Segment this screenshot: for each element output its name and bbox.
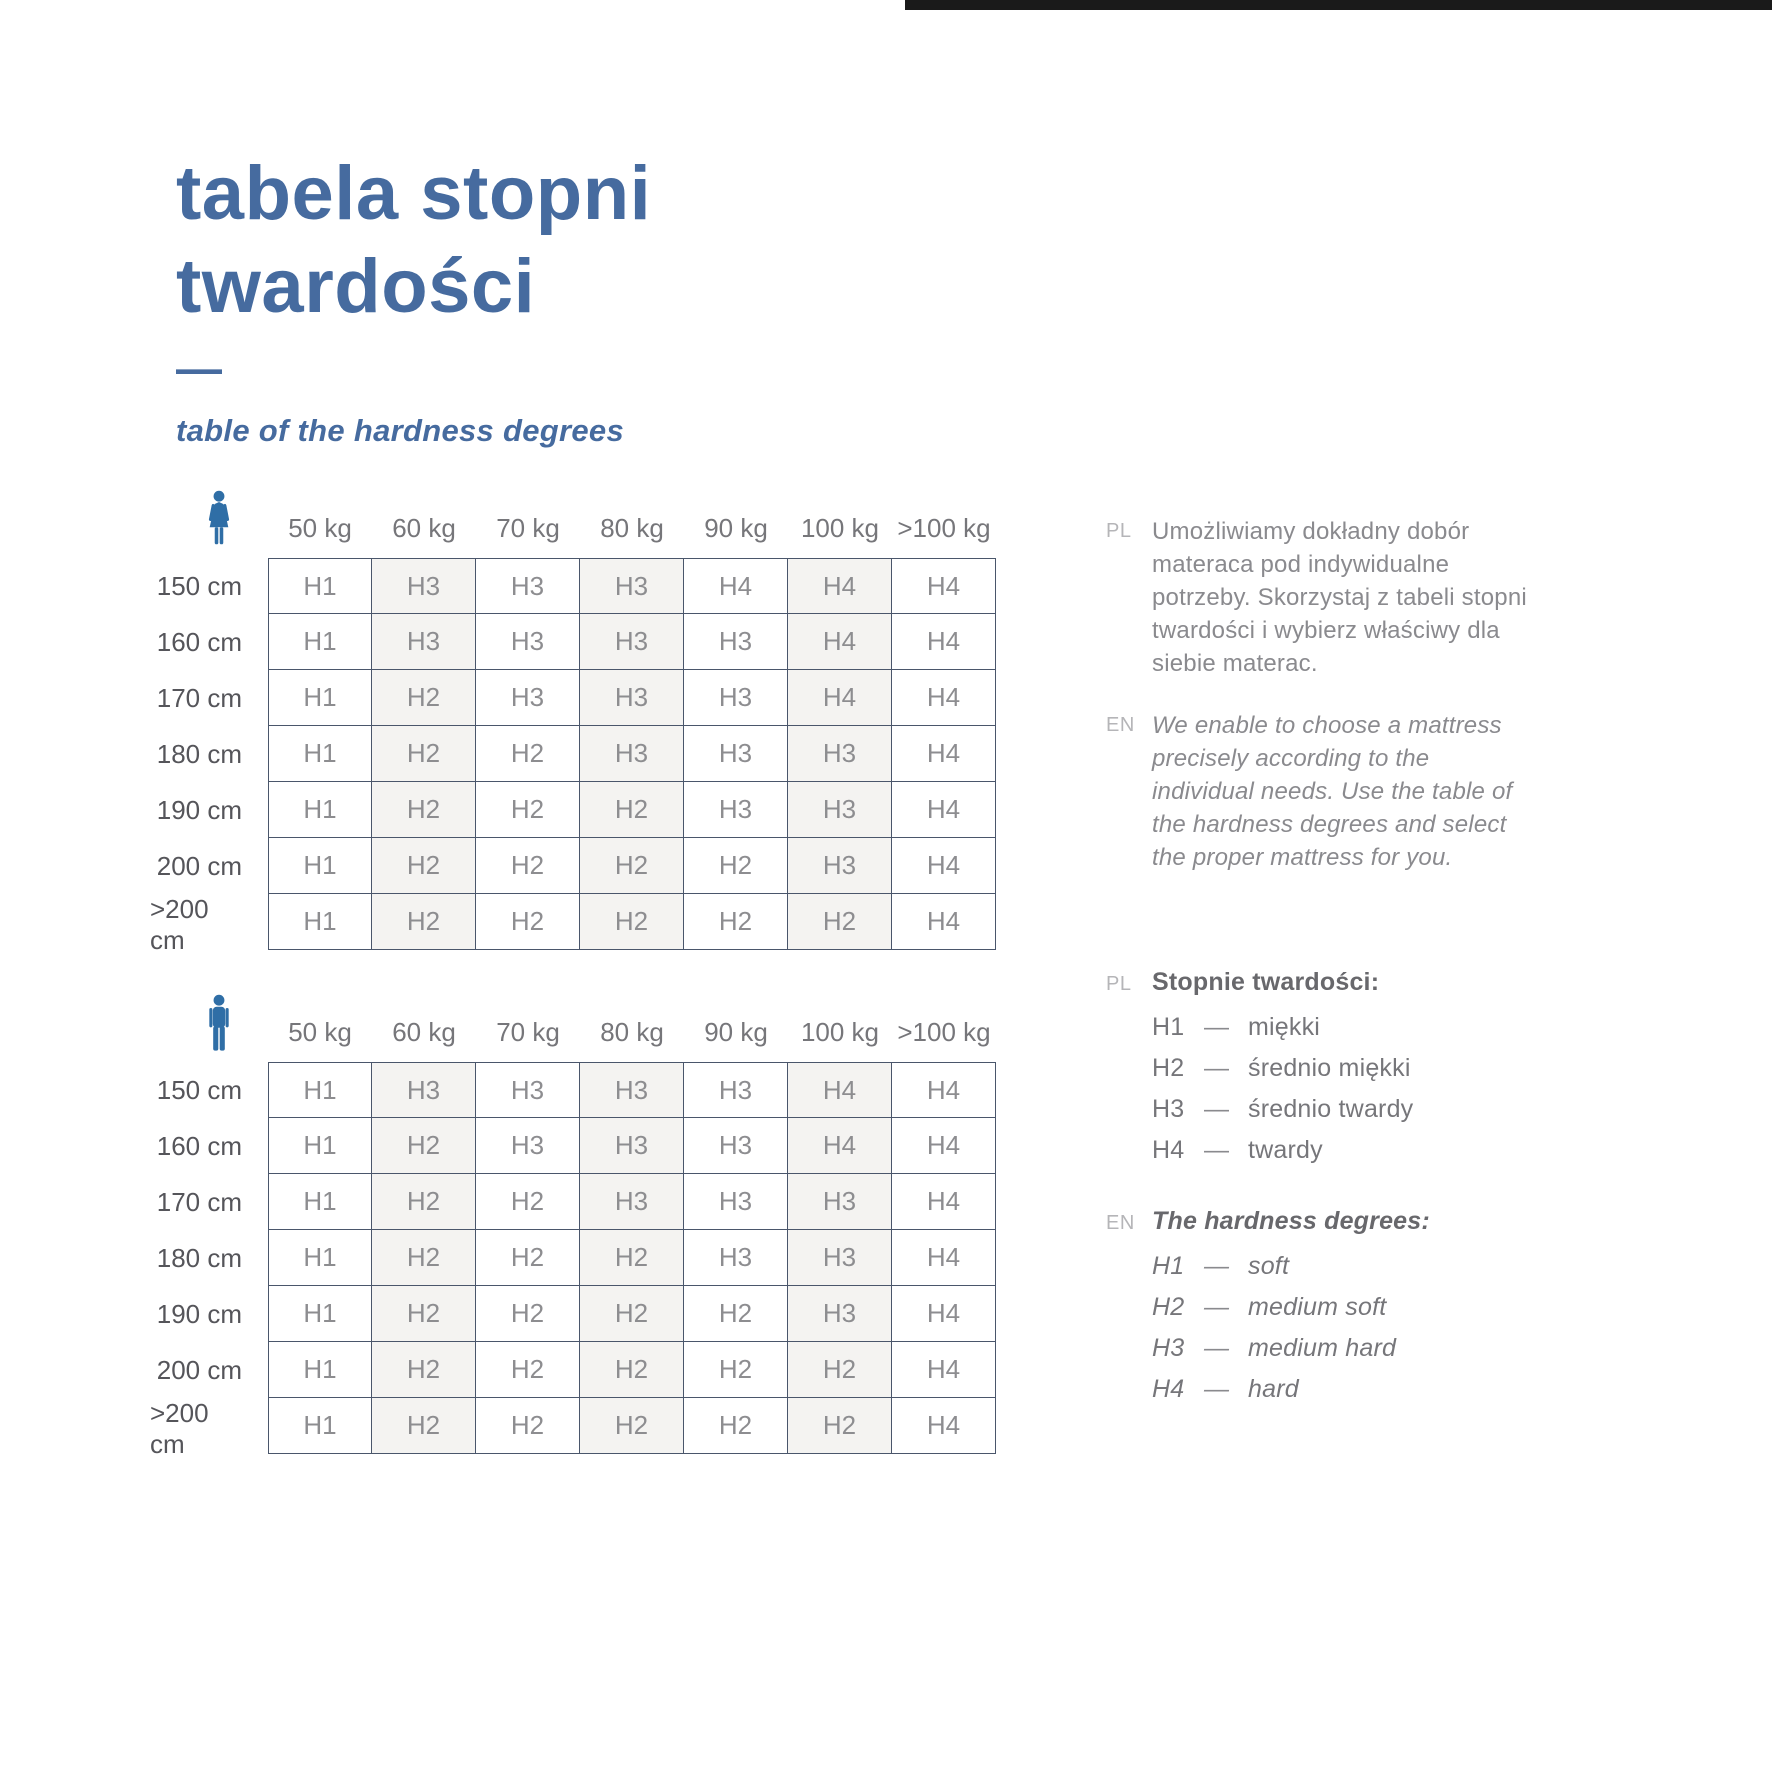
hardness-cell: H4 bbox=[892, 1062, 996, 1118]
weight-header: 70 kg bbox=[496, 513, 560, 543]
weight-header: 70 kg bbox=[496, 1017, 560, 1047]
height-label: >200 cm bbox=[150, 894, 209, 955]
weight-header: 100 kg bbox=[800, 1017, 880, 1047]
legend-item-dash: — bbox=[1204, 1334, 1230, 1363]
hardness-cell: H3 bbox=[684, 614, 788, 670]
hardness-cell: H2 bbox=[788, 1398, 892, 1454]
hardness-cell: H4 bbox=[788, 1062, 892, 1118]
legend-item-desc: miękki bbox=[1248, 1013, 1321, 1042]
hardness-cell: H4 bbox=[892, 1174, 996, 1230]
title-divider: — bbox=[176, 342, 222, 395]
weight-header: 80 kg bbox=[600, 1017, 664, 1047]
table-row bbox=[150, 838, 996, 894]
legend-item-dash: — bbox=[1204, 1013, 1230, 1042]
legend-item-dash: — bbox=[1204, 1252, 1230, 1281]
weight-header: 60 kg bbox=[392, 513, 456, 543]
page-title-line2: twardości bbox=[176, 243, 536, 329]
page-subtitle: table of the hardness degrees bbox=[176, 413, 624, 449]
hardness-cell: H3 bbox=[684, 1118, 788, 1174]
hardness-cell: H3 bbox=[684, 1062, 788, 1118]
legend-item-dash: — bbox=[1204, 1375, 1230, 1404]
weight-header: 90 kg bbox=[704, 1017, 768, 1047]
hardness-cell: H4 bbox=[892, 558, 996, 614]
hardness-cell: H3 bbox=[580, 558, 684, 614]
legend-item-code: H1 bbox=[1152, 1013, 1185, 1042]
hardness-cell: H2 bbox=[372, 1398, 476, 1454]
hardness-cell: H3 bbox=[788, 726, 892, 782]
table-row bbox=[150, 1118, 996, 1174]
hardness-cell: H2 bbox=[476, 1174, 580, 1230]
weight-header: 50 kg bbox=[288, 1017, 352, 1047]
weight-header: 80 kg bbox=[600, 513, 664, 543]
legend-pl-items bbox=[1152, 1013, 1413, 1165]
hardness-cell: H2 bbox=[580, 1398, 684, 1454]
hardness-cell: H1 bbox=[268, 1230, 372, 1286]
legend-item-code: H3 bbox=[1152, 1095, 1185, 1124]
hardness-cell: H4 bbox=[892, 1118, 996, 1174]
side-column bbox=[1106, 515, 1546, 1416]
hardness-cell: H4 bbox=[892, 614, 996, 670]
hardness-cell: H2 bbox=[372, 1174, 476, 1230]
legend-item bbox=[1152, 1252, 1430, 1281]
hardness-cell: H1 bbox=[268, 838, 372, 894]
table-row bbox=[150, 670, 996, 726]
legend-item-desc: hard bbox=[1248, 1375, 1299, 1404]
intro-text-en: We enable to choose a mattress precisely according to the individual needs. Use the table of the hardness degrees and select the proper mattress for you. bbox=[1152, 711, 1513, 871]
hardness-cell: H3 bbox=[684, 1174, 788, 1230]
legend-item bbox=[1152, 1013, 1413, 1042]
hardness-cell: H2 bbox=[580, 1342, 684, 1398]
hardness-table-women bbox=[150, 506, 996, 956]
legend-item-code: H4 bbox=[1152, 1136, 1185, 1165]
hardness-cell: H2 bbox=[372, 726, 476, 782]
hardness-cell: H3 bbox=[476, 670, 580, 726]
hardness-cell: H4 bbox=[788, 1118, 892, 1174]
height-label: 200 cm bbox=[156, 1354, 242, 1385]
table-row bbox=[150, 1062, 996, 1118]
legend-item bbox=[1152, 1054, 1413, 1083]
weight-header: 60 kg bbox=[392, 1017, 456, 1047]
hardness-cell: H2 bbox=[476, 782, 580, 838]
hardness-cell: H4 bbox=[788, 614, 892, 670]
hardness-cell: H3 bbox=[372, 1062, 476, 1118]
hardness-cell: H3 bbox=[476, 1118, 580, 1174]
table-row bbox=[150, 1342, 996, 1398]
legend-pl-heading: Stopnie twardości: bbox=[1152, 968, 1380, 997]
hardness-cell: H2 bbox=[580, 782, 684, 838]
hardness-cell: H1 bbox=[268, 782, 372, 838]
weight-header: >100 kg bbox=[897, 1017, 991, 1047]
legend-item bbox=[1152, 1095, 1413, 1124]
intro-text-pl: Umożliwiamy dokładny dobór materaca pod indywidualne potrzeby. Skorzystaj z tabeli stopni twardości i wybierz właściwy dla siebie materac. bbox=[1152, 518, 1527, 678]
hardness-cell: H1 bbox=[268, 1174, 372, 1230]
legend-item-desc: średnio miękki bbox=[1248, 1054, 1411, 1083]
height-label: 150 cm bbox=[156, 570, 242, 601]
legend-en-body bbox=[1152, 1207, 1430, 1416]
legend-en bbox=[1106, 1207, 1546, 1416]
weight-header: 50 kg bbox=[288, 513, 352, 543]
hardness-cell: H2 bbox=[372, 1342, 476, 1398]
hardness-cell: H3 bbox=[580, 614, 684, 670]
hardness-cell: H2 bbox=[788, 894, 892, 950]
hardness-cell: H2 bbox=[476, 1398, 580, 1454]
height-label: 180 cm bbox=[156, 738, 242, 769]
hardness-cell: H4 bbox=[892, 1286, 996, 1342]
hardness-cell: H1 bbox=[268, 894, 372, 950]
hardness-cell: H2 bbox=[476, 1230, 580, 1286]
hardness-cell: H2 bbox=[372, 894, 476, 950]
hardness-cell: H1 bbox=[268, 1342, 372, 1398]
legend-item-dash: — bbox=[1204, 1136, 1230, 1165]
weight-header: 100 kg bbox=[800, 513, 880, 543]
hardness-cell: H2 bbox=[788, 1342, 892, 1398]
intro-paragraph-en bbox=[1106, 709, 1546, 875]
hardness-cell: H3 bbox=[580, 726, 684, 782]
legend-pl-body bbox=[1152, 968, 1413, 1177]
hardness-cell: H2 bbox=[580, 894, 684, 950]
hardness-cell: H3 bbox=[788, 1230, 892, 1286]
weight-header: >100 kg bbox=[897, 513, 991, 543]
table-row bbox=[150, 1286, 996, 1342]
hardness-cell: H3 bbox=[684, 782, 788, 838]
hardness-cell: H4 bbox=[892, 894, 996, 950]
legend-pl bbox=[1106, 968, 1546, 1177]
hardness-cell: H4 bbox=[788, 558, 892, 614]
hardness-cell: H4 bbox=[892, 782, 996, 838]
table-row bbox=[150, 1398, 996, 1460]
lang-label-pl: PL bbox=[1106, 520, 1132, 542]
page-title-line1: tabela stopni bbox=[176, 151, 652, 236]
legend-item-dash: — bbox=[1204, 1293, 1230, 1322]
hardness-cell: H2 bbox=[476, 1286, 580, 1342]
legend-item-dash: — bbox=[1204, 1054, 1230, 1083]
hardness-cell: H4 bbox=[892, 838, 996, 894]
hardness-cell: H3 bbox=[788, 1286, 892, 1342]
hardness-cell: H1 bbox=[268, 1118, 372, 1174]
table-row bbox=[150, 726, 996, 782]
hardness-cell: H1 bbox=[268, 1286, 372, 1342]
hardness-cell: H1 bbox=[268, 1398, 372, 1454]
legend-item bbox=[1152, 1375, 1430, 1404]
hardness-cell: H2 bbox=[684, 1398, 788, 1454]
hardness-cell: H2 bbox=[684, 1286, 788, 1342]
height-label: 170 cm bbox=[156, 1186, 242, 1217]
table-row bbox=[150, 1174, 996, 1230]
hardness-cell: H3 bbox=[580, 1062, 684, 1118]
table-row bbox=[150, 614, 996, 670]
legend-en-items bbox=[1152, 1252, 1430, 1404]
hardness-cell: H3 bbox=[580, 1174, 684, 1230]
legend-en-heading: The hardness degrees: bbox=[1152, 1207, 1430, 1236]
hardness-cell: H3 bbox=[684, 726, 788, 782]
hardness-cell: H3 bbox=[684, 670, 788, 726]
hardness-cell: H3 bbox=[476, 558, 580, 614]
hardness-cell: H4 bbox=[892, 726, 996, 782]
hardness-cell: H2 bbox=[580, 838, 684, 894]
hardness-cell: H2 bbox=[476, 726, 580, 782]
hardness-cell: H2 bbox=[476, 838, 580, 894]
hardness-cell: H4 bbox=[892, 670, 996, 726]
legend-item-desc: medium hard bbox=[1248, 1334, 1397, 1363]
page-header bbox=[176, 148, 976, 449]
hardness-cell: H2 bbox=[372, 1286, 476, 1342]
table-row bbox=[150, 558, 996, 614]
hardness-cell: H2 bbox=[372, 670, 476, 726]
legend-item-desc: średnio twardy bbox=[1248, 1095, 1414, 1124]
height-label: 160 cm bbox=[156, 626, 242, 657]
legend-item-code: H2 bbox=[1152, 1293, 1185, 1322]
height-label: >200 cm bbox=[150, 1398, 209, 1459]
hardness-cell: H3 bbox=[580, 670, 684, 726]
hardness-cell: H2 bbox=[372, 1118, 476, 1174]
intro-paragraph-pl bbox=[1106, 515, 1546, 681]
hardness-cell: H4 bbox=[892, 1230, 996, 1286]
height-label: 160 cm bbox=[156, 1130, 242, 1161]
height-label: 180 cm bbox=[156, 1242, 242, 1273]
height-label: 170 cm bbox=[156, 682, 242, 713]
hardness-cell: H4 bbox=[892, 1342, 996, 1398]
height-label: 190 cm bbox=[156, 794, 242, 825]
legend-item-code: H3 bbox=[1152, 1334, 1185, 1363]
hardness-cell: H2 bbox=[580, 1286, 684, 1342]
height-label: 200 cm bbox=[156, 850, 242, 881]
hardness-cell: H2 bbox=[476, 1342, 580, 1398]
hardness-cell: H4 bbox=[684, 558, 788, 614]
table-row bbox=[150, 782, 996, 838]
hardness-cell: H2 bbox=[684, 838, 788, 894]
hardness-cell: H3 bbox=[372, 558, 476, 614]
height-label: 150 cm bbox=[156, 1074, 242, 1105]
hardness-cell: H1 bbox=[268, 1062, 372, 1118]
hardness-cell: H1 bbox=[268, 670, 372, 726]
hardness-cell: H3 bbox=[372, 614, 476, 670]
hardness-cell: H3 bbox=[580, 1118, 684, 1174]
legend-item-code: H1 bbox=[1152, 1252, 1185, 1281]
hardness-cell: H2 bbox=[372, 782, 476, 838]
legend-item-dash: — bbox=[1204, 1095, 1230, 1124]
hardness-cell: H3 bbox=[476, 1062, 580, 1118]
hardness-cell: H2 bbox=[476, 894, 580, 950]
page-title bbox=[176, 148, 976, 333]
lang-label-legend-en: EN bbox=[1106, 1212, 1135, 1235]
top-edge-bar bbox=[905, 0, 1772, 10]
legend-item-desc: medium soft bbox=[1248, 1293, 1387, 1322]
hardness-cell: H3 bbox=[476, 614, 580, 670]
hardness-cell: H3 bbox=[788, 838, 892, 894]
legend-item bbox=[1152, 1293, 1430, 1322]
hardness-cell: H3 bbox=[788, 782, 892, 838]
lang-label-en: EN bbox=[1106, 713, 1135, 736]
legend-item-code: H2 bbox=[1152, 1054, 1185, 1083]
hardness-cell: H1 bbox=[268, 614, 372, 670]
weight-header: 90 kg bbox=[704, 513, 768, 543]
hardness-cell: H2 bbox=[684, 1342, 788, 1398]
hardness-cell: H4 bbox=[892, 1398, 996, 1454]
hardness-cell: H2 bbox=[684, 894, 788, 950]
legend-item-desc: soft bbox=[1248, 1252, 1290, 1281]
height-label: 190 cm bbox=[156, 1298, 242, 1329]
lang-label-legend-pl: PL bbox=[1106, 973, 1132, 996]
hardness-cell: H1 bbox=[268, 558, 372, 614]
hardness-cell: H4 bbox=[788, 670, 892, 726]
hardness-cell: H2 bbox=[372, 838, 476, 894]
hardness-cell: H1 bbox=[268, 726, 372, 782]
hardness-cell: H2 bbox=[372, 1230, 476, 1286]
table-row bbox=[150, 1230, 996, 1286]
hardness-cell: H2 bbox=[580, 1230, 684, 1286]
legend-item-code: H4 bbox=[1152, 1375, 1185, 1404]
legend-item bbox=[1152, 1334, 1430, 1363]
legend-item bbox=[1152, 1136, 1413, 1165]
hardness-table-men bbox=[150, 1010, 996, 1460]
legend-item-desc: twardy bbox=[1248, 1136, 1323, 1165]
hardness-cell: H3 bbox=[788, 1174, 892, 1230]
table-row bbox=[150, 894, 996, 956]
hardness-cell: H3 bbox=[684, 1230, 788, 1286]
